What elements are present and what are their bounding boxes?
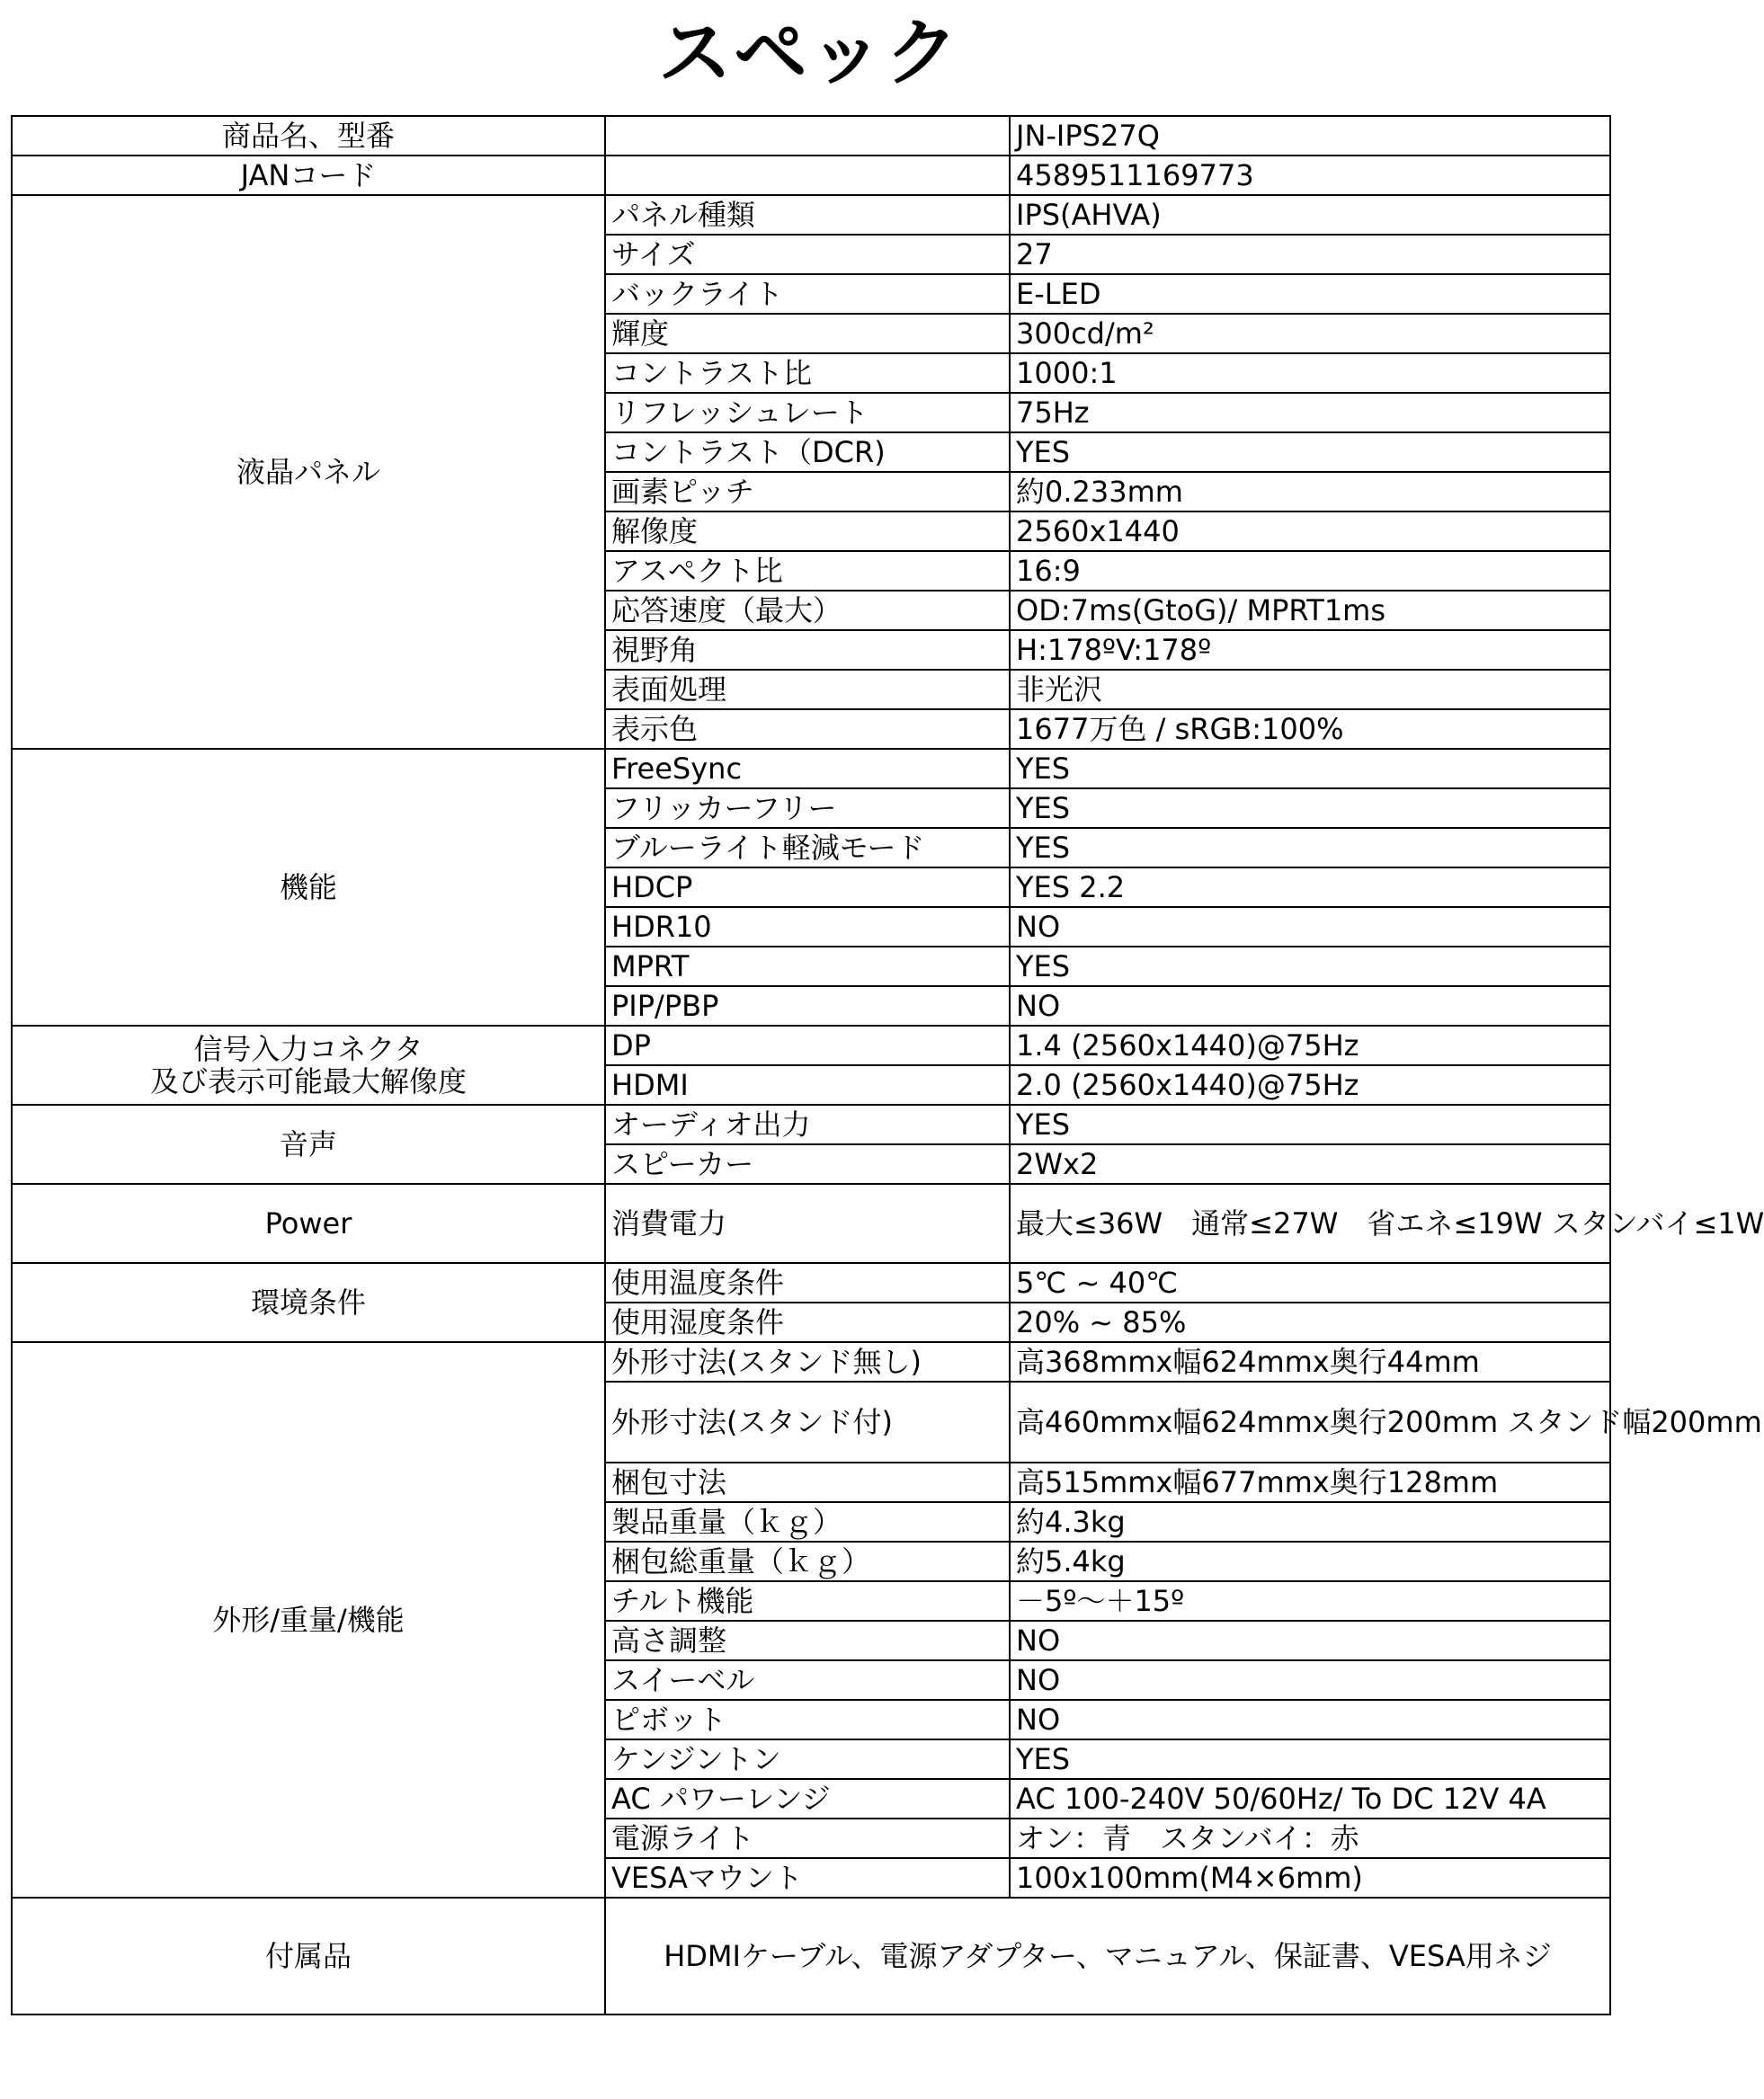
value-cell: 2.0 (2560x1440)@75Hz [1010,1065,1610,1105]
value-cell: AC 100-240V 50/60Hz/ To DC 12V 4A [1010,1779,1610,1819]
item-cell: 応答速度（最大） [605,591,1010,630]
item-cell: MPRT [605,947,1010,986]
item-cell [605,116,1010,156]
item-cell [605,156,1010,195]
value-cell: 300cd/m² [1010,314,1610,353]
item-cell: 画素ピッチ [605,472,1010,511]
value-cell: 非光沢 [1010,670,1610,709]
item-cell: コントラスト（DCR) [605,432,1010,472]
item-cell: 高さ調整 [605,1621,1010,1660]
accessories-value: HDMIケーブル、電源アダプター、マニュアル、保証書、VESA用ネジ [605,1898,1610,2015]
table-row [12,1105,1610,1144]
value-cell: YES [1010,1105,1610,1144]
value-cell: YES [1010,1739,1610,1779]
value-cell: NO [1010,907,1610,947]
item-cell: オーディオ出力 [605,1105,1010,1144]
category-cell: 商品名、型番 [12,116,605,156]
value-cell: 高460mmx幅624mmx奥行200mm スタンド幅200mm [1010,1382,1610,1463]
value-cell: YES [1010,947,1610,986]
value-cell: 約5.4kg [1010,1542,1610,1581]
item-cell: ブルーライト軽減モード [605,828,1010,867]
value-cell: NO [1010,1621,1610,1660]
value-cell: YES [1010,828,1610,867]
item-cell: バックライト [605,274,1010,314]
table-row [12,156,1610,195]
table-row [12,116,1610,156]
value-cell: E-LED [1010,274,1610,314]
item-cell: ピボット [605,1700,1010,1739]
item-cell: リフレッシュレート [605,393,1010,432]
item-cell: HDR10 [605,907,1010,947]
value-cell: YES [1010,432,1610,472]
value-cell: YES [1010,749,1610,788]
item-cell: スピーカー [605,1144,1010,1184]
item-cell: 表示色 [605,709,1010,749]
table-row [12,1342,1610,1382]
table-row [12,749,1610,788]
item-cell: 使用温度条件 [605,1263,1010,1303]
item-cell: 表面処理 [605,670,1010,709]
value-cell: IPS(AHVA) [1010,195,1610,235]
value-cell: 4589511169773 [1010,156,1610,195]
item-cell: 製品重量（ｋｇ） [605,1502,1010,1542]
value-cell: 2560x1440 [1010,511,1610,551]
value-cell: 16:9 [1010,551,1610,591]
item-cell: VESAマウント [605,1858,1010,1898]
value-cell: JN-IPS27Q [1010,116,1610,156]
table-row [12,1026,1610,1065]
item-cell: FreeSync [605,749,1010,788]
value-cell: 100x100mm(M4×6mm) [1010,1858,1610,1898]
value-cell: 約4.3kg [1010,1502,1610,1542]
value-cell: 75Hz [1010,393,1610,432]
category-cell: JANコード [12,156,605,195]
item-cell: 視野角 [605,630,1010,670]
value-cell: 最大≤36W 通常≤27W 省エネ≤19W スタンバイ≤1W [1010,1184,1610,1263]
item-cell: スイーベル [605,1660,1010,1700]
value-cell: 高368mmx幅624mmx奥行44mm [1010,1342,1610,1382]
category-cell: 液晶パネル [12,195,605,749]
value-cell: 1000:1 [1010,353,1610,393]
value-cell: YES [1010,788,1610,828]
value-cell: 20% ~ 85% [1010,1303,1610,1342]
category-cell: 信号入力コネクタ 及び表示可能最大解像度 [12,1026,605,1105]
item-cell: 外形寸法(スタンド無し) [605,1342,1010,1382]
item-cell: 梱包寸法 [605,1463,1010,1502]
item-cell: チルト機能 [605,1581,1010,1621]
table-row [12,1898,1610,2015]
value-cell: NO [1010,1660,1610,1700]
value-cell: 27 [1010,235,1610,274]
item-cell: コントラスト比 [605,353,1010,393]
category-cell: 外形/重量/機能 [12,1342,605,1898]
category-cell: 機能 [12,749,605,1026]
item-cell: 消費電力 [605,1184,1010,1263]
item-cell: アスペクト比 [605,551,1010,591]
item-cell: サイズ [605,235,1010,274]
table-row [12,195,1610,235]
value-cell: 高515mmx幅677mmx奥行128mm [1010,1463,1610,1502]
value-cell: 1677万色 / sRGB:100% [1010,709,1610,749]
item-cell: 使用湿度条件 [605,1303,1010,1342]
value-cell: 5℃ ~ 40℃ [1010,1263,1610,1303]
value-cell: オン：青 スタンバイ：赤 [1010,1819,1610,1858]
value-cell: NO [1010,986,1610,1026]
category-cell: 環境条件 [12,1263,605,1342]
value-cell: NO [1010,1700,1610,1739]
item-cell: パネル種類 [605,195,1010,235]
item-cell: DP [605,1026,1010,1065]
item-cell: ケンジントン [605,1739,1010,1779]
item-cell: HDMI [605,1065,1010,1105]
value-cell: 2Wx2 [1010,1144,1610,1184]
item-cell: 電源ライト [605,1819,1010,1858]
item-cell: HDCP [605,867,1010,907]
page-title: スペック [657,11,960,96]
value-cell: 約0.233mm [1010,472,1610,511]
item-cell: 輝度 [605,314,1010,353]
accessories-label: 付属品 [12,1898,605,2015]
table-row [12,1263,1610,1303]
item-cell: フリッカーフリー [605,788,1010,828]
value-cell: H:178ºV:178º [1010,630,1610,670]
value-cell: OD:7ms(GtoG)/ MPRT1ms [1010,591,1610,630]
category-cell: Power [12,1184,605,1263]
item-cell: 解像度 [605,511,1010,551]
item-cell: 梱包総重量（ｋｇ） [605,1542,1010,1581]
spec-table [11,115,1764,2015]
item-cell: PIP/PBP [605,986,1010,1026]
value-cell: －5º～＋15º [1010,1581,1610,1621]
table-row [12,1184,1610,1263]
value-cell: YES 2.2 [1010,867,1610,907]
value-cell: 1.4 (2560x1440)@75Hz [1010,1026,1610,1065]
item-cell: AC パワーレンジ [605,1779,1010,1819]
item-cell: 外形寸法(スタンド付) [605,1382,1010,1463]
category-cell: 音声 [12,1105,605,1184]
